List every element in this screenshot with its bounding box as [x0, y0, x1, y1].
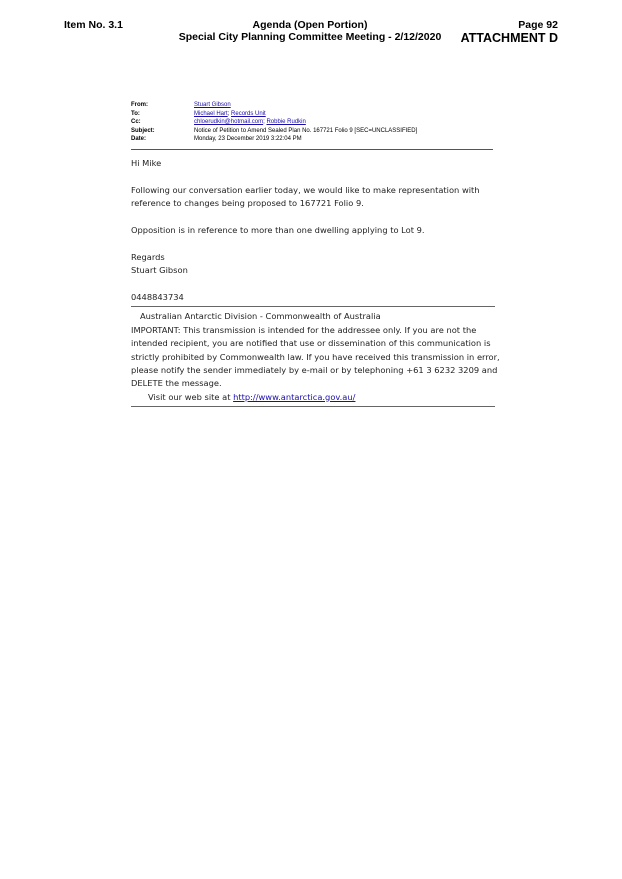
agenda-line-1: Agenda (Open Portion)	[252, 19, 368, 31]
date-label: Date:	[131, 136, 147, 143]
cc-link-1[interactable]: chloerudkin@hotmail.com	[194, 119, 264, 126]
page-info	[461, 19, 558, 45]
from-row	[131, 101, 417, 110]
website-line	[131, 391, 503, 404]
cc-link-2[interactable]: Robbie Rudkin	[266, 119, 306, 126]
email-metadata	[131, 101, 417, 144]
to-link-1[interactable]: Michael Hart	[194, 110, 228, 117]
disclaimer-line-5: DELETE the message.	[131, 378, 222, 389]
regards: Regards	[131, 251, 165, 262]
website-link[interactable]: http://www.antarctica.gov.au/	[233, 391, 356, 402]
disclaimer-line-1: IMPORTANT: This transmission is intended for the addressee only. If you are not the	[131, 324, 477, 335]
agenda-title	[150, 19, 470, 43]
paragraph-1-line-1: Following our conversation earlier today, we would like to make representation with	[131, 184, 480, 195]
cc-separator: ;	[263, 119, 267, 126]
disclaimer-line-3: strictly prohibited by Commonwealth law. If you have received this transmission in error,	[131, 351, 500, 362]
paragraph-2: Opposition is in reference to more than one dwelling applying to Lot 9.	[131, 225, 425, 235]
subject-row	[131, 127, 417, 136]
agenda-line-2: Special City Planning Committee Meeting - 2/12/2020	[178, 31, 442, 43]
disclaimer-top-rule	[131, 306, 495, 307]
to-link-2[interactable]: Records Unit	[231, 110, 266, 117]
phone-number: 0448843734	[131, 292, 184, 302]
to-row	[131, 110, 417, 119]
paragraph-1-line-2: reference to changes being proposed to 167721 Folio 9.	[131, 198, 364, 209]
disclaimer-line-2: intended recipient, you are notified that use or dissemination of this communication is	[131, 338, 491, 349]
cc-label: Cc:	[131, 119, 141, 126]
subject-label: Subject:	[131, 127, 155, 134]
disclaimer-line-4: please notify the sender immediately by e-mail or by telephoning +61 3 6232 3209 and	[131, 365, 498, 376]
subject-value: Notice of Petition to Amend Sealed Plan No. 167721 Folio 9 [SEC=UNCLASSIFIED]	[194, 127, 418, 134]
signature-name: Stuart Gibson	[131, 265, 188, 276]
from-link[interactable]: Stuart Gibson	[194, 102, 231, 108]
to-separator: ;	[227, 110, 232, 117]
date-row	[131, 135, 417, 144]
from-label: From:	[131, 102, 148, 108]
greeting: Hi Mike	[131, 158, 162, 168]
cc-row	[131, 118, 417, 127]
item-number: Item No. 3.1	[64, 19, 123, 31]
date-value: Monday, 23 December 2019 3:22:04 PM	[194, 136, 302, 143]
to-label: To:	[131, 110, 140, 117]
disclaimer-bottom-rule	[131, 406, 495, 407]
attachment-label: ATTACHMENT D	[460, 31, 558, 45]
email-body	[131, 157, 503, 410]
metadata-divider	[131, 149, 493, 150]
disclaimer-org: Australian Antarctic Division - Commonwealth of Australia	[140, 311, 381, 322]
page-number: Page 92	[518, 19, 558, 31]
website-prefix: Visit our web site at	[148, 391, 234, 402]
